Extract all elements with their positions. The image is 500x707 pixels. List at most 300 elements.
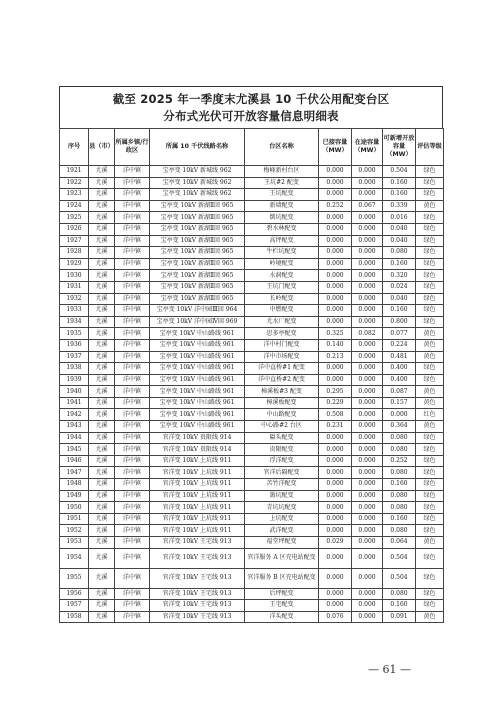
cell-county: 尤溪 — [89, 351, 115, 363]
cell-line: 宝亭变 10kV 新湖Ⅱ回 965 — [150, 293, 245, 305]
cell-township: 洋中镇 — [115, 397, 150, 409]
cell-line: 宝亭变 10kV 新湖Ⅱ回 965 — [150, 200, 245, 212]
cell-connected: 0.000 — [319, 600, 352, 612]
cell-seq: 1947 — [60, 467, 89, 479]
cell-grade: 黄色 — [416, 386, 444, 398]
header-pending: 在途容量（MW） — [352, 129, 383, 166]
cell-available: 0.504 — [383, 548, 416, 568]
cell-county: 尤溪 — [89, 177, 115, 189]
cell-area: 碧水林配变 — [245, 223, 319, 235]
cell-county: 尤溪 — [89, 397, 115, 409]
cell-county: 尤溪 — [89, 316, 115, 328]
cell-connected: 0.000 — [319, 247, 352, 259]
table-row — [60, 281, 444, 293]
cell-available: 0.504 — [383, 166, 416, 178]
cell-grade: 绿色 — [416, 548, 444, 568]
cell-line: 宝亭变 10kV 中山路线 961 — [150, 397, 245, 409]
cell-pending: 0.000 — [352, 525, 383, 537]
cell-line: 宝亭变 10kV 中山路线 961 — [150, 421, 245, 433]
cell-seq: 1939 — [60, 374, 89, 386]
table-row — [60, 316, 444, 328]
cell-line: 官洋变 10kV 王宅线 913 — [150, 588, 245, 600]
cell-line: 宝亭变 10kV 中山路线 961 — [150, 374, 245, 386]
cell-available: 0.160 — [383, 600, 416, 612]
cell-area: 樟溪板配变 — [245, 397, 319, 409]
cell-seq: 1945 — [60, 444, 89, 456]
cell-township: 洋中镇 — [115, 166, 150, 178]
table-row — [60, 374, 444, 386]
cell-township: 洋中镇 — [115, 374, 150, 386]
cell-connected: 0.231 — [319, 421, 352, 433]
header-seq: 序号 — [60, 129, 89, 166]
cell-pending: 0.000 — [352, 166, 383, 178]
cell-county: 尤溪 — [89, 328, 115, 340]
cell-pending: 0.000 — [352, 548, 383, 568]
cell-connected: 0.000 — [319, 189, 352, 201]
cell-available: 0.400 — [383, 363, 416, 375]
cell-grade: 黄色 — [416, 351, 444, 363]
cell-pending: 0.000 — [352, 212, 383, 224]
cell-county: 尤溪 — [89, 568, 115, 588]
cell-connected: 0.295 — [319, 386, 352, 398]
cell-seq: 1930 — [60, 270, 89, 282]
cell-grade: 黄色 — [416, 537, 444, 549]
cell-seq: 1928 — [60, 247, 89, 259]
cell-township: 洋中镇 — [115, 339, 150, 351]
cell-area: 苦竹洋配变 — [245, 479, 319, 491]
cell-seq: 1952 — [60, 525, 89, 537]
cell-seq: 1926 — [60, 223, 89, 235]
document-sheet — [59, 86, 443, 623]
cell-connected: 0.000 — [319, 479, 352, 491]
capacity-table — [59, 128, 444, 623]
cell-line: 宝亭变 10kV 中山路线 961 — [150, 409, 245, 421]
cell-connected: 0.000 — [319, 223, 352, 235]
cell-connected: 0.000 — [319, 363, 352, 375]
cell-line: 官洋变 10kV 王宅线 913 — [150, 600, 245, 612]
cell-seq: 1944 — [60, 432, 89, 444]
table-row — [60, 490, 444, 502]
cell-township: 洋中镇 — [115, 588, 150, 600]
cell-area: 中燃配变 — [245, 305, 319, 317]
header-township: 所属乡镇/行政区 — [115, 129, 150, 166]
cell-county: 尤溪 — [89, 537, 115, 549]
table-row — [60, 409, 444, 421]
cell-township: 洋中镇 — [115, 537, 150, 549]
cell-township: 洋中镇 — [115, 502, 150, 514]
cell-township: 洋中镇 — [115, 316, 150, 328]
table-row — [60, 270, 444, 282]
cell-pending: 0.000 — [352, 281, 383, 293]
cell-seq: 1929 — [60, 258, 89, 270]
cell-pending: 0.000 — [352, 177, 383, 189]
cell-area: 官洋服务 B 区充电站配变 — [245, 568, 319, 588]
cell-connected: 0.325 — [319, 328, 352, 340]
cell-connected: 0.252 — [319, 200, 352, 212]
table-row — [60, 525, 444, 537]
cell-seq: 1935 — [60, 328, 89, 340]
cell-pending: 0.000 — [352, 374, 383, 386]
cell-available: 0.160 — [383, 305, 416, 317]
cell-grade: 绿色 — [416, 258, 444, 270]
cell-area: 洋中市场配变 — [245, 351, 319, 363]
cell-county: 尤溪 — [89, 339, 115, 351]
cell-area: 官洋服务 A 区充电站配变 — [245, 548, 319, 568]
cell-seq: 1932 — [60, 293, 89, 305]
cell-line: 官洋变 10kV 贵限线 914 — [150, 444, 245, 456]
cell-connected: 0.508 — [319, 409, 352, 421]
cell-county: 尤溪 — [89, 611, 115, 623]
cell-available: 0.087 — [383, 386, 416, 398]
cell-connected: 0.140 — [319, 339, 352, 351]
cell-pending: 0.000 — [352, 479, 383, 491]
cell-grade: 绿色 — [416, 223, 444, 235]
cell-grade: 绿色 — [416, 600, 444, 612]
cell-available: 0.080 — [383, 588, 416, 600]
cell-county: 尤溪 — [89, 467, 115, 479]
cell-available: 0.157 — [383, 397, 416, 409]
cell-grade: 绿色 — [416, 525, 444, 537]
cell-seq: 1941 — [60, 397, 89, 409]
cell-area: 篱坑配变 — [245, 490, 319, 502]
cell-grade: 绿色 — [416, 189, 444, 201]
cell-area: 牛栏坑配变 — [245, 247, 319, 259]
cell-line: 宝亭变 10kV 新湖Ⅱ回 965 — [150, 270, 245, 282]
table-row — [60, 568, 444, 588]
cell-seq: 1950 — [60, 502, 89, 514]
cell-county: 尤溪 — [89, 490, 115, 502]
cell-available: 0.040 — [383, 235, 416, 247]
cell-grade: 绿色 — [416, 588, 444, 600]
cell-available: 0.040 — [383, 293, 416, 305]
cell-area: 王坑#2 配变 — [245, 177, 319, 189]
cell-seq: 1942 — [60, 409, 89, 421]
cell-grade: 绿色 — [416, 513, 444, 525]
cell-pending: 0.000 — [352, 258, 383, 270]
cell-county: 尤溪 — [89, 200, 115, 212]
cell-connected: 0.000 — [319, 525, 352, 537]
cell-pending: 0.000 — [352, 611, 383, 623]
cell-area: 王宅配变 — [245, 600, 319, 612]
cell-grade: 绿色 — [416, 247, 444, 259]
header-grade: 评估等级 — [416, 129, 444, 166]
cell-available: 0.091 — [383, 611, 416, 623]
cell-pending: 0.000 — [352, 189, 383, 201]
cell-connected: 0.000 — [319, 467, 352, 479]
cell-pending: 0.000 — [352, 305, 383, 317]
cell-seq: 1923 — [60, 189, 89, 201]
cell-connected: 0.000 — [319, 513, 352, 525]
cell-available: 0.339 — [383, 200, 416, 212]
cell-township: 洋中镇 — [115, 223, 150, 235]
cell-line: 宝亭变 10kV 新湖Ⅱ回 965 — [150, 247, 245, 259]
cell-grade: 绿色 — [416, 374, 444, 386]
cell-available: 0.080 — [383, 490, 416, 502]
cell-line: 官洋变 10kV 上坑线 911 — [150, 455, 245, 467]
cell-line: 官洋变 10kV 王宅线 913 — [150, 568, 245, 588]
cell-line: 宝亭变 10kV 新城线 962 — [150, 189, 245, 201]
cell-pending: 0.000 — [352, 351, 383, 363]
cell-line: 宝亭变 10kV 中山路线 961 — [150, 386, 245, 398]
cell-grade: 绿色 — [416, 212, 444, 224]
header-available: 可新增开放容量（MW） — [383, 129, 416, 166]
cell-available: 0.160 — [383, 189, 416, 201]
cell-area: 浮洋配变 — [245, 455, 319, 467]
cell-township: 洋中镇 — [115, 212, 150, 224]
cell-connected: 0.000 — [319, 502, 352, 514]
cell-grade: 绿色 — [416, 455, 444, 467]
cell-township: 洋中镇 — [115, 270, 150, 282]
cell-grade: 红色 — [416, 409, 444, 421]
cell-county: 尤溪 — [89, 548, 115, 568]
cell-connected: 0.000 — [319, 444, 352, 456]
cell-available: 0.080 — [383, 525, 416, 537]
cell-pending: 0.000 — [352, 537, 383, 549]
cell-seq: 1938 — [60, 363, 89, 375]
document-title-line2: 分布式光伏可开放容量信息明细表 — [163, 109, 339, 123]
cell-pending: 0.082 — [352, 328, 383, 340]
cell-available: 0.040 — [383, 223, 416, 235]
cell-seq: 1943 — [60, 421, 89, 433]
cell-township: 洋中镇 — [115, 386, 150, 398]
cell-area: 贵限配变 — [245, 444, 319, 456]
cell-connected: 0.000 — [319, 212, 352, 224]
header-area: 台区名称 — [245, 129, 319, 166]
cell-connected: 0.076 — [319, 611, 352, 623]
cell-available: 0.160 — [383, 479, 416, 491]
table-row — [60, 455, 444, 467]
cell-seq: 1948 — [60, 479, 89, 491]
cell-pending: 0.000 — [352, 386, 383, 398]
cell-connected: 0.000 — [319, 270, 352, 282]
cell-seq: 1957 — [60, 600, 89, 612]
cell-seq: 1927 — [60, 235, 89, 247]
cell-county: 尤溪 — [89, 189, 115, 201]
cell-area: 王坑配变 — [245, 189, 319, 201]
cell-line: 官洋变 10kV 王宅线 913 — [150, 611, 245, 623]
cell-grade: 黄色 — [416, 397, 444, 409]
cell-grade: 绿色 — [416, 444, 444, 456]
cell-seq: 1956 — [60, 588, 89, 600]
cell-grade: 绿色 — [416, 363, 444, 375]
cell-connected: 0.000 — [319, 177, 352, 189]
table-row — [60, 363, 444, 375]
cell-line: 官洋变 10kV 上坑线 911 — [150, 490, 245, 502]
cell-seq: 1958 — [60, 611, 89, 623]
cell-available: 0.481 — [383, 351, 416, 363]
cell-line: 官洋变 10kV 上坑线 911 — [150, 479, 245, 491]
cell-county: 尤溪 — [89, 374, 115, 386]
cell-area: 武洋配变 — [245, 525, 319, 537]
cell-county: 尤溪 — [89, 386, 115, 398]
cell-connected: 0.000 — [319, 568, 352, 588]
cell-line: 宝亭变 10kV 中山路线 961 — [150, 328, 245, 340]
cell-line: 官洋变 10kV 上坑线 911 — [150, 502, 245, 514]
cell-grade: 绿色 — [416, 316, 444, 328]
table-row — [60, 200, 444, 212]
cell-county: 尤溪 — [89, 502, 115, 514]
cell-connected: 0.000 — [319, 166, 352, 178]
cell-county: 尤溪 — [89, 432, 115, 444]
cell-area: 洋中直桥#1 配变 — [245, 363, 319, 375]
cell-available: 0.080 — [383, 247, 416, 259]
cell-grade: 绿色 — [416, 177, 444, 189]
page-number: — 61 — — [368, 663, 411, 676]
cell-available: 0.160 — [383, 513, 416, 525]
cell-area: 福堂坪配变 — [245, 537, 319, 549]
cell-area: 樟溪板#3 配变 — [245, 386, 319, 398]
cell-line: 官洋变 10kV 王宅线 913 — [150, 548, 245, 568]
cell-available: 0.080 — [383, 502, 416, 514]
table-header-row — [60, 129, 444, 166]
cell-grade: 绿色 — [416, 270, 444, 282]
cell-township: 洋中镇 — [115, 611, 150, 623]
cell-available: 0.364 — [383, 421, 416, 433]
cell-county: 尤溪 — [89, 293, 115, 305]
table-row — [60, 339, 444, 351]
table-row — [60, 166, 444, 178]
cell-township: 洋中镇 — [115, 467, 150, 479]
cell-available: 0.160 — [383, 258, 416, 270]
table-body — [60, 166, 444, 623]
cell-pending: 0.000 — [352, 223, 383, 235]
header-county: 县（市） — [89, 129, 115, 166]
cell-line: 宝亭变 10kV 中山路线 961 — [150, 351, 245, 363]
table-row — [60, 212, 444, 224]
cell-grade: 黄色 — [416, 339, 444, 351]
cell-seq: 1937 — [60, 351, 89, 363]
table-row — [60, 479, 444, 491]
cell-township: 洋中镇 — [115, 600, 150, 612]
cell-line: 官洋变 10kV 上坑线 911 — [150, 525, 245, 537]
cell-county: 尤溪 — [89, 166, 115, 178]
cell-connected: 0.000 — [319, 588, 352, 600]
cell-connected: 0.000 — [319, 374, 352, 386]
cell-line: 宝亭变 10kV 新湖Ⅱ回 965 — [150, 212, 245, 224]
cell-seq: 1955 — [60, 568, 89, 588]
table-row — [60, 600, 444, 612]
cell-grade: 绿色 — [416, 293, 444, 305]
cell-county: 尤溪 — [89, 479, 115, 491]
table-row — [60, 351, 444, 363]
cell-pending: 0.000 — [352, 588, 383, 600]
cell-pending: 0.000 — [352, 409, 383, 421]
table-row — [60, 235, 444, 247]
header-connected: 已接容量（MW） — [319, 129, 352, 166]
cell-township: 洋中镇 — [115, 421, 150, 433]
cell-grade: 绿色 — [416, 467, 444, 479]
cell-township: 洋中镇 — [115, 305, 150, 317]
cell-area: 长岭配变 — [245, 293, 319, 305]
cell-area: 梅峰新村台区 — [245, 166, 319, 178]
cell-county: 尤溪 — [89, 455, 115, 467]
cell-pending: 0.000 — [352, 363, 383, 375]
cell-seq: 1921 — [60, 166, 89, 178]
cell-township: 洋中镇 — [115, 293, 150, 305]
table-row — [60, 223, 444, 235]
cell-line: 宝亭变 10kV 洋中园Ⅳ回 969 — [150, 316, 245, 328]
cell-area: 洋头配变 — [245, 611, 319, 623]
table-row — [60, 189, 444, 201]
cell-connected: 0.000 — [319, 258, 352, 270]
table-row — [60, 537, 444, 549]
cell-area: 官洋后隔配变 — [245, 467, 319, 479]
cell-pending: 0.000 — [352, 316, 383, 328]
cell-county: 尤溪 — [89, 513, 115, 525]
cell-township: 洋中镇 — [115, 525, 150, 537]
cell-pending: 0.000 — [352, 455, 383, 467]
cell-county: 尤溪 — [89, 421, 115, 433]
cell-county: 尤溪 — [89, 247, 115, 259]
cell-available: 0.800 — [383, 316, 416, 328]
cell-township: 洋中镇 — [115, 490, 150, 502]
cell-connected: 0.000 — [319, 235, 352, 247]
cell-seq: 1936 — [60, 339, 89, 351]
cell-pending: 0.000 — [352, 502, 383, 514]
cell-line: 宝亭变 10kV 洋中园Ⅲ回 964 — [150, 305, 245, 317]
cell-area: 水洞配变 — [245, 270, 319, 282]
cell-pending: 0.000 — [352, 235, 383, 247]
cell-township: 洋中镇 — [115, 247, 150, 259]
cell-line: 官洋变 10kV 贵限线 914 — [150, 432, 245, 444]
cell-connected: 0.213 — [319, 351, 352, 363]
cell-township: 洋中镇 — [115, 328, 150, 340]
cell-grade: 黄色 — [416, 611, 444, 623]
cell-available: 0.077 — [383, 328, 416, 340]
table-row — [60, 177, 444, 189]
cell-township: 洋中镇 — [115, 548, 150, 568]
cell-pending: 0.000 — [352, 432, 383, 444]
cell-pending: 0.000 — [352, 600, 383, 612]
cell-seq: 1924 — [60, 200, 89, 212]
cell-area: 尤水厂配变 — [245, 316, 319, 328]
cell-line: 宝亭变 10kV 新湖Ⅱ回 965 — [150, 223, 245, 235]
cell-township: 洋中镇 — [115, 200, 150, 212]
cell-pending: 0.000 — [352, 568, 383, 588]
cell-county: 尤溪 — [89, 235, 115, 247]
cell-county: 尤溪 — [89, 363, 115, 375]
cell-connected: 0.000 — [319, 432, 352, 444]
cell-township: 洋中镇 — [115, 432, 150, 444]
cell-area: 青坑坑配变 — [245, 502, 319, 514]
cell-connected: 0.000 — [319, 281, 352, 293]
cell-pending: 0.000 — [352, 397, 383, 409]
cell-grade: 绿色 — [416, 305, 444, 317]
cell-line: 宝亭变 10kV 新湖Ⅱ回 965 — [150, 258, 245, 270]
cell-seq: 1931 — [60, 281, 89, 293]
cell-grade: 绿色 — [416, 281, 444, 293]
cell-grade: 绿色 — [416, 432, 444, 444]
cell-township: 洋中镇 — [115, 281, 150, 293]
table-row — [60, 305, 444, 317]
cell-area: 洋中直桥#2 配变 — [245, 374, 319, 386]
cell-township: 洋中镇 — [115, 568, 150, 588]
cell-connected: 0.000 — [319, 455, 352, 467]
cell-connected: 0.000 — [319, 305, 352, 317]
cell-available: 0.400 — [383, 374, 416, 386]
cell-grade: 黄色 — [416, 200, 444, 212]
cell-township: 洋中镇 — [115, 444, 150, 456]
cell-seq: 1933 — [60, 305, 89, 317]
table-row — [60, 247, 444, 259]
cell-pending: 0.000 — [352, 444, 383, 456]
cell-area: 高坪配变 — [245, 235, 319, 247]
cell-available: 0.016 — [383, 212, 416, 224]
cell-township: 洋中镇 — [115, 189, 150, 201]
cell-line: 官洋变 10kV 上坑线 911 — [150, 513, 245, 525]
cell-available: 0.224 — [383, 339, 416, 351]
cell-grade: 绿色 — [416, 479, 444, 491]
